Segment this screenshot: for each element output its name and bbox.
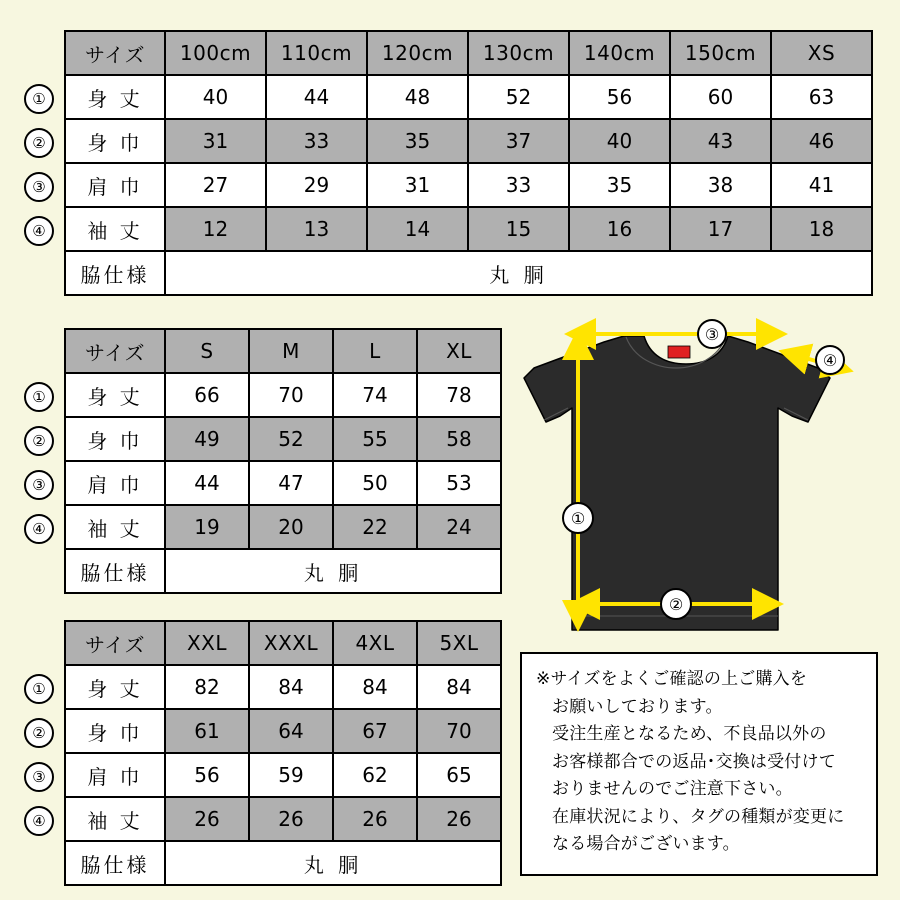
cell-value: 26 (249, 797, 333, 841)
footer-value: 丸 胴 (165, 549, 501, 593)
cell-value: 84 (417, 665, 501, 709)
cell-value: 47 (249, 461, 333, 505)
row-index-4: ④ (24, 806, 54, 836)
table-footer-row (65, 549, 501, 593)
cell-value: 53 (417, 461, 501, 505)
table-footer-row (65, 251, 872, 295)
row-index-3: ③ (24, 470, 54, 500)
row-label: 身 丈 (65, 373, 165, 417)
cell-value: 65 (417, 753, 501, 797)
column-header: 140cm (569, 31, 670, 75)
row-index-3: ③ (24, 172, 54, 202)
cell-value: 12 (165, 207, 266, 251)
cell-value: 56 (165, 753, 249, 797)
cell-value: 63 (771, 75, 872, 119)
table-row (65, 665, 501, 709)
diagram-marker-3 (698, 320, 726, 348)
diagram-marker-1 (563, 503, 593, 533)
header-size-label: サイズ (65, 31, 165, 75)
size-table-kids (64, 30, 873, 296)
cell-value: 52 (249, 417, 333, 461)
row-label: 身 丈 (65, 665, 165, 709)
row-label: 身 巾 (65, 709, 165, 753)
row-index-4: ④ (24, 216, 54, 246)
svg-text:③: ③ (704, 325, 720, 344)
row-index-2: ② (24, 426, 54, 456)
cell-value: 26 (417, 797, 501, 841)
cell-value: 20 (249, 505, 333, 549)
table-row (65, 461, 501, 505)
diagram-marker-4 (816, 346, 844, 374)
cell-value: 14 (367, 207, 468, 251)
cell-value: 33 (468, 163, 569, 207)
purchase-notice-box (520, 652, 878, 876)
table-row (65, 163, 872, 207)
row-index-4: ④ (24, 514, 54, 544)
column-header: 120cm (367, 31, 468, 75)
notice-line: お客様都合での返品･交換は受付けて (552, 751, 836, 772)
cell-value: 29 (266, 163, 367, 207)
footer-label: 脇仕様 (65, 841, 165, 885)
tshirt-shape (524, 336, 830, 630)
row-index-3: ③ (24, 762, 54, 792)
column-header: 150cm (670, 31, 771, 75)
cell-value: 70 (249, 373, 333, 417)
column-header: XS (771, 31, 872, 75)
cell-value: 26 (165, 797, 249, 841)
column-header: XL (417, 329, 501, 373)
cell-value: 33 (266, 119, 367, 163)
row-index-1: ① (24, 382, 54, 412)
column-header: 4XL (333, 621, 417, 665)
cell-value: 35 (367, 119, 468, 163)
row-label: 袖 丈 (65, 505, 165, 549)
row-label: 袖 丈 (65, 207, 165, 251)
footer-label: 脇仕様 (65, 251, 165, 295)
cell-value: 18 (771, 207, 872, 251)
cell-value: 82 (165, 665, 249, 709)
table-row (65, 119, 872, 163)
cell-value: 15 (468, 207, 569, 251)
notice-line: なる場合がございます。 (552, 834, 740, 855)
row-label: 身 丈 (65, 75, 165, 119)
column-header: XXL (165, 621, 249, 665)
cell-value: 31 (367, 163, 468, 207)
cell-value: 31 (165, 119, 266, 163)
cell-value: 40 (165, 75, 266, 119)
tshirt-measurement-diagram (516, 312, 886, 652)
cell-value: 26 (333, 797, 417, 841)
cell-value: 22 (333, 505, 417, 549)
cell-value: 84 (333, 665, 417, 709)
table-header-row (65, 621, 501, 665)
row-label: 袖 丈 (65, 797, 165, 841)
row-index-column-kids (24, 30, 58, 296)
svg-text:②: ② (668, 595, 684, 614)
table-footer-row (65, 841, 501, 885)
table-row (65, 797, 501, 841)
row-label: 身 巾 (65, 417, 165, 461)
column-header: 5XL (417, 621, 501, 665)
cell-value: 19 (165, 505, 249, 549)
row-label: 身 巾 (65, 119, 165, 163)
cell-value: 16 (569, 207, 670, 251)
header-size-label: サイズ (65, 621, 165, 665)
row-label: 肩 巾 (65, 163, 165, 207)
column-header: L (333, 329, 417, 373)
column-header: M (249, 329, 333, 373)
cell-value: 44 (266, 75, 367, 119)
column-header: S (165, 329, 249, 373)
table-header-row (65, 329, 501, 373)
cell-value: 40 (569, 119, 670, 163)
cell-value: 49 (165, 417, 249, 461)
footer-label: 脇仕様 (65, 549, 165, 593)
row-index-1: ① (24, 674, 54, 704)
table-row (65, 75, 872, 119)
table-header-row (65, 31, 872, 75)
footer-value: 丸 胴 (165, 841, 501, 885)
table-row (65, 505, 501, 549)
cell-value: 59 (249, 753, 333, 797)
row-label: 肩 巾 (65, 753, 165, 797)
table-row (65, 373, 501, 417)
cell-value: 66 (165, 373, 249, 417)
notice-line: 在庫状況により、タグの種類が変更に (552, 806, 845, 827)
cell-value: 58 (417, 417, 501, 461)
cell-value: 62 (333, 753, 417, 797)
cell-value: 67 (333, 709, 417, 753)
header-size-label: サイズ (65, 329, 165, 373)
row-index-2: ② (24, 718, 54, 748)
cell-value: 27 (165, 163, 266, 207)
row-index-column-big (24, 620, 58, 886)
size-table-adult (64, 328, 502, 594)
cell-value: 13 (266, 207, 367, 251)
cell-value: 17 (670, 207, 771, 251)
diagram-marker-2 (661, 589, 691, 619)
notice-line: おりませんのでご注意下さい。 (552, 779, 793, 800)
notice-line: 受注生産となるため、不良品以外の (552, 724, 827, 745)
cell-value: 44 (165, 461, 249, 505)
cell-value: 48 (367, 75, 468, 119)
column-header: 100cm (165, 31, 266, 75)
cell-value: 41 (771, 163, 872, 207)
cell-value: 43 (670, 119, 771, 163)
cell-value: 56 (569, 75, 670, 119)
size-table-big (64, 620, 502, 886)
table-row (65, 753, 501, 797)
column-header: 130cm (468, 31, 569, 75)
row-label: 肩 巾 (65, 461, 165, 505)
cell-value: 78 (417, 373, 501, 417)
cell-value: 35 (569, 163, 670, 207)
cell-value: 24 (417, 505, 501, 549)
cell-value: 64 (249, 709, 333, 753)
svg-text:①: ① (570, 509, 586, 528)
table-row (65, 709, 501, 753)
cell-value: 55 (333, 417, 417, 461)
cell-value: 74 (333, 373, 417, 417)
svg-text:④: ④ (822, 351, 838, 370)
cell-value: 52 (468, 75, 569, 119)
column-header: XXXL (249, 621, 333, 665)
notice-line: お願いしております。 (552, 696, 723, 717)
cell-value: 38 (670, 163, 771, 207)
cell-value: 60 (670, 75, 771, 119)
cell-value: 37 (468, 119, 569, 163)
cell-value: 46 (771, 119, 872, 163)
table-row (65, 417, 501, 461)
table-row (65, 207, 872, 251)
cell-value: 61 (165, 709, 249, 753)
notice-line: ※サイズをよくご確認の上ご購入を (536, 669, 808, 689)
row-index-column-adult (24, 328, 58, 594)
cell-value: 50 (333, 461, 417, 505)
row-index-2: ② (24, 128, 54, 158)
footer-value: 丸 胴 (165, 251, 872, 295)
cell-value: 70 (417, 709, 501, 753)
column-header: 110cm (266, 31, 367, 75)
row-index-1: ① (24, 84, 54, 114)
cell-value: 84 (249, 665, 333, 709)
